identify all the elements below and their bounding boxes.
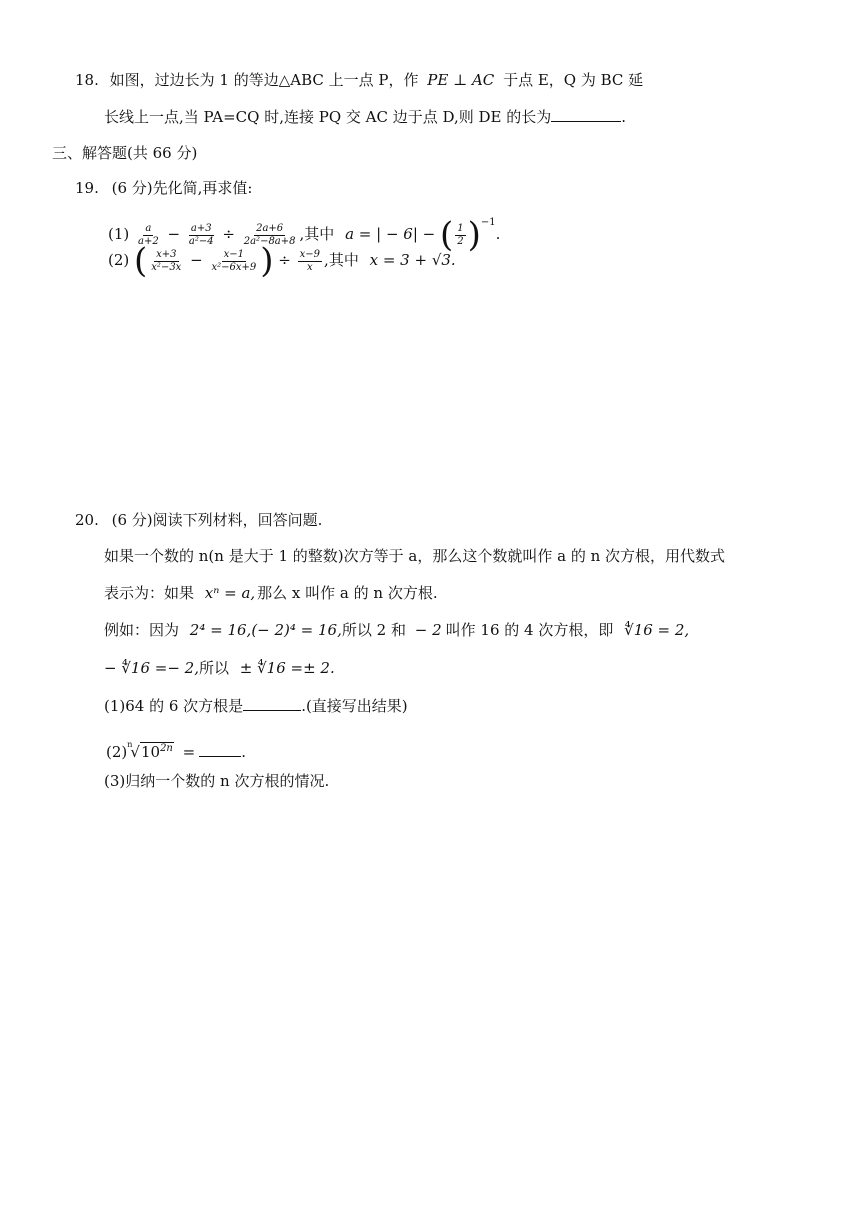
q20-sub2-root-index: n [127, 740, 133, 749]
q19-p2-condition: x = 3 + √3. [369, 251, 456, 269]
q20-example-b: 所以 2 和 [341, 621, 406, 639]
q19-p1-condition: a = | − 6| − [345, 225, 436, 243]
q20-example-math2: − 2 [414, 621, 442, 639]
q19-number: 19. [75, 179, 99, 197]
q19-p1-fraction-2: $\frac{a+3}{\text{a²−4}}$ [188, 222, 214, 247]
q20-para2-b: 那么 x 叫作 a 的 n 次方根. [257, 584, 438, 602]
q20-example-math1: 2⁴ = 16,(− 2)⁴ = 16, [189, 621, 342, 639]
q20-example-c: 叫作 16 的 4 次方根，即 [445, 621, 614, 639]
q20-sub1-text: (1)64 的 6 次方根是 [104, 697, 244, 715]
q19-p2-where: ,其中 [324, 251, 359, 269]
divide-sign: ÷ [222, 225, 235, 243]
q19-p2-fraction-3: $\frac{x-9}{x}$ [299, 248, 321, 273]
q19-p1-fraction-1: $\frac{a}{a+2}$ [138, 222, 159, 247]
q20-para2-a: 表示为：如果 [104, 584, 195, 602]
q19-p1-fraction-3: $\frac{2a+6}{\text{2a²−8a+8}}$ [243, 222, 296, 247]
divide-sign: ÷ [278, 251, 291, 269]
q18-text-b: 于点 E，Q 为 BC 延 [503, 71, 644, 89]
q19-p1-where: ,其中 [299, 225, 335, 243]
q20-example2-math1: − ∜16 =− 2, [104, 659, 199, 677]
minus-sign: − [190, 251, 203, 269]
q19-p2-fraction-2: $\frac{x-1}{\text{x²−6x+9}}$ [211, 248, 257, 273]
q20-para2 [104, 583, 438, 603]
q18-text-a: 如图，过边长为 1 的等边△ABC 上一点 P，作 [109, 71, 419, 89]
q19-p2-fraction-1: $\frac{x+3}{\text{x²−3x}}$ [151, 248, 182, 273]
q20-line1 [75, 510, 322, 530]
q18-line1 [75, 70, 643, 90]
q20-example-a: 例如：因为 [104, 621, 180, 639]
q19-p1-period: . [495, 225, 501, 243]
q20-example2-a: 所以 [198, 659, 229, 677]
q20-sub1-answer-blank[interactable] [243, 696, 301, 711]
q20-sub1 [104, 696, 408, 716]
q18-math-perp: PE ⊥ AC [427, 71, 495, 89]
q20-sub2-label: (2) [106, 743, 128, 761]
q20-sub1-end: .(直接写出结果) [301, 697, 408, 715]
q19-intro: (6 分)先化简,再求值: [111, 179, 253, 197]
q18-text-c: 长线上一点,当 PA=CQ 时,连接 PQ 交 AC 边于点 D,则 DE 的长为 [104, 108, 552, 126]
q19-p2-label: (2) [108, 251, 130, 269]
radical-icon: √ [130, 743, 140, 761]
q20-sub2 [106, 733, 247, 761]
q18-number: 18. [75, 71, 99, 89]
q20-para2-math: xⁿ = a, [204, 584, 256, 602]
right-paren: ) [467, 215, 481, 255]
q20-number: 20. [75, 511, 99, 529]
minus-sign: − [167, 225, 181, 243]
q18-answer-blank[interactable] [551, 107, 621, 122]
q20-example [104, 620, 689, 640]
right-paren: ) [260, 241, 274, 281]
q18-period: . [621, 108, 627, 126]
q19-part1 [108, 207, 501, 255]
left-paren: ( [134, 241, 148, 281]
left-paren: ( [440, 215, 454, 255]
q18-line2 [104, 107, 626, 127]
q19-p1-exponent: −1 [480, 217, 496, 228]
q20-example-2 [104, 658, 335, 678]
q20-intro: (6 分)阅读下列材料，回答问题. [111, 511, 323, 529]
q20-sub2-end: . [241, 743, 247, 761]
q19-line1 [75, 178, 252, 198]
q20-sub3: (3)归纳一个数的 n 次方根的情况. [104, 772, 330, 790]
section-3-heading: 三、解答题(共 66 分) [52, 144, 198, 162]
q20-example2-math2: ± ∜16 =± 2. [239, 659, 335, 677]
q19-p1-label: (1) [108, 225, 130, 243]
q20-sub2-radicand: $10^{2n}$ [140, 743, 173, 761]
equals-sign: = [182, 743, 196, 761]
q20-example-math3: ∜16 = 2, [624, 621, 690, 639]
q19-p1-half: $\frac{1}{2}$ [457, 222, 464, 247]
q20-para1: 如果一个数的 n(n 是大于 1 的整数)次方等于 a，那么这个数就叫作 a 的 n 次方根，用代数式 [104, 547, 726, 565]
q19-part2 [108, 241, 456, 281]
q20-sub2-answer-blank[interactable] [199, 742, 241, 757]
